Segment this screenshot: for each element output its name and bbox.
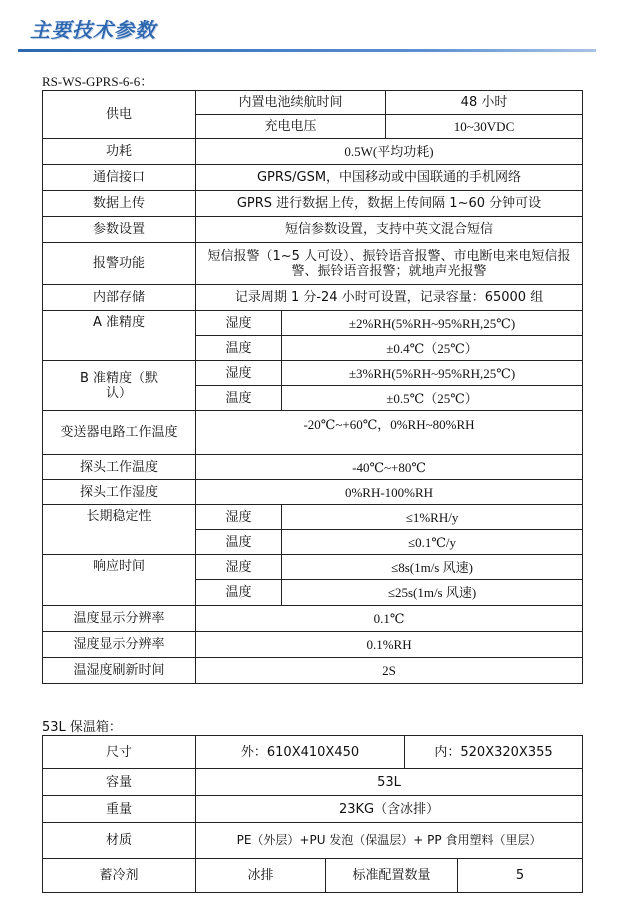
cell-label: 温度: [196, 386, 282, 411]
row-label: 容量: [43, 769, 196, 796]
row-value: -20℃~+60℃，0%RH~80%RH: [196, 411, 583, 455]
table-row: [43, 606, 583, 632]
row-label: 材质: [43, 823, 196, 859]
cell-value: 5: [458, 859, 583, 893]
row-label: 通信接口: [43, 165, 196, 191]
table-row: [43, 217, 583, 243]
cell-label: 温度: [196, 580, 282, 606]
table-row: [43, 361, 583, 386]
table-row: [43, 455, 583, 480]
cell-value: 外：610X410X450: [196, 736, 405, 769]
table-row: [43, 285, 583, 311]
cell-label: 温度: [196, 530, 282, 555]
section1-title: RS-WS-GPRS-6-6：: [42, 74, 154, 89]
spec-table: [42, 90, 583, 684]
row-value: 2S: [196, 658, 583, 684]
row-label: 内部存储: [43, 285, 196, 311]
row-label: B 准精度（默认）: [43, 361, 196, 411]
row-value: 53L: [196, 769, 583, 796]
table-row: [43, 165, 583, 191]
cell-value: 48 小时: [386, 91, 583, 115]
cell-label: 内置电池续航时间: [196, 91, 386, 115]
row-value: GPRS 进行数据上传，数据上传间隔 1~60 分钟可设: [196, 191, 583, 217]
row-label: 探头工作湿度: [43, 480, 196, 505]
cell-label: 充电电压: [196, 115, 386, 139]
row-value: 0.5W(平均功耗): [196, 139, 583, 165]
table-row: [43, 769, 583, 796]
table-row: [43, 139, 583, 165]
row-value: 0%RH-100%RH: [196, 480, 583, 505]
table-row: [43, 411, 583, 455]
row-value: GPRS/GSM，中国移动或中国联通的手机网络: [196, 165, 583, 191]
table-row: [43, 191, 583, 217]
row-label: 供电: [43, 91, 196, 139]
page-header: [0, 0, 623, 60]
box-spec-table: [42, 735, 583, 893]
cell-value: ≤0.1℃/y: [282, 530, 583, 555]
table-row: [43, 632, 583, 658]
row-label: 探头工作温度: [43, 455, 196, 480]
row-label: 变送器电路工作温度: [43, 411, 196, 455]
table-row: [43, 555, 583, 580]
row-label: 参数设置: [43, 217, 196, 243]
table-row: [43, 658, 583, 684]
table-row: [43, 243, 583, 285]
cell-label: 湿度: [196, 311, 282, 336]
row-value: 0.1%RH: [196, 632, 583, 658]
row-label: 温度显示分辨率: [43, 606, 196, 632]
row-value: 记录周期 1 分-24 小时可设置，记录容量：65000 组: [196, 285, 583, 311]
cell-value: ≤1%RH/y: [282, 505, 583, 530]
cell-label: 湿度: [196, 505, 282, 530]
row-label: 尺寸: [43, 736, 196, 769]
cell-value: ≤8s(1m/s 风速): [282, 555, 583, 580]
row-label: 温湿度刷新时间: [43, 658, 196, 684]
row-label: 重量: [43, 796, 196, 823]
cell-value: 冰排: [196, 859, 326, 893]
row-label: 湿度显示分辨率: [43, 632, 196, 658]
row-value: 短信参数设置，支持中英文混合短信: [196, 217, 583, 243]
cell-value: ±0.5℃（25℃）: [282, 386, 583, 411]
section2-title: 53L 保温箱：: [42, 720, 122, 735]
header-underline: [18, 49, 596, 52]
table-row: [43, 311, 583, 336]
table-row: [43, 91, 583, 115]
row-label: 数据上传: [43, 191, 196, 217]
cell-label: 标准配置数量: [326, 859, 458, 893]
row-label: 报警功能: [43, 243, 196, 285]
row-label: 功耗: [43, 139, 196, 165]
cell-value: ±3%RH(5%RH~95%RH,25℃): [282, 361, 583, 386]
row-label: A 准精度: [43, 311, 196, 361]
row-value: 短信报警（1~5 人可设）、振铃语音报警、市电断电来电短信报警、振铃语音报警；就地声光报警: [196, 243, 583, 285]
cell-value: ±2%RH(5%RH~95%RH,25℃): [282, 311, 583, 336]
cell-label: 温度: [196, 336, 282, 361]
cell-value: 10~30VDC: [386, 115, 583, 139]
cell-value: 内：520X320X355: [405, 736, 583, 769]
cell-label: 湿度: [196, 555, 282, 580]
row-value: 23KG（含冰排）: [196, 796, 583, 823]
table-row: [43, 859, 583, 893]
table-row: [43, 480, 583, 505]
row-label: 响应时间: [43, 555, 196, 606]
row-label: 长期稳定性: [43, 505, 196, 555]
table-row: [43, 736, 583, 769]
cell-label: 湿度: [196, 361, 282, 386]
row-label: 蓄冷剂: [43, 859, 196, 893]
table-row: [43, 505, 583, 530]
row-value: -40℃~+80℃: [196, 455, 583, 480]
table-row: [43, 796, 583, 823]
cell-value: ≤25s(1m/s 风速): [282, 580, 583, 606]
cell-value: ±0.4℃（25℃）: [282, 336, 583, 361]
table-row: [43, 823, 583, 859]
row-value: 0.1℃: [196, 606, 583, 632]
row-value: PE（外层）+PU 发泡（保温层）+ PP 食用塑料（里层）: [196, 823, 583, 859]
page-title: 主要技术参数: [30, 18, 156, 42]
